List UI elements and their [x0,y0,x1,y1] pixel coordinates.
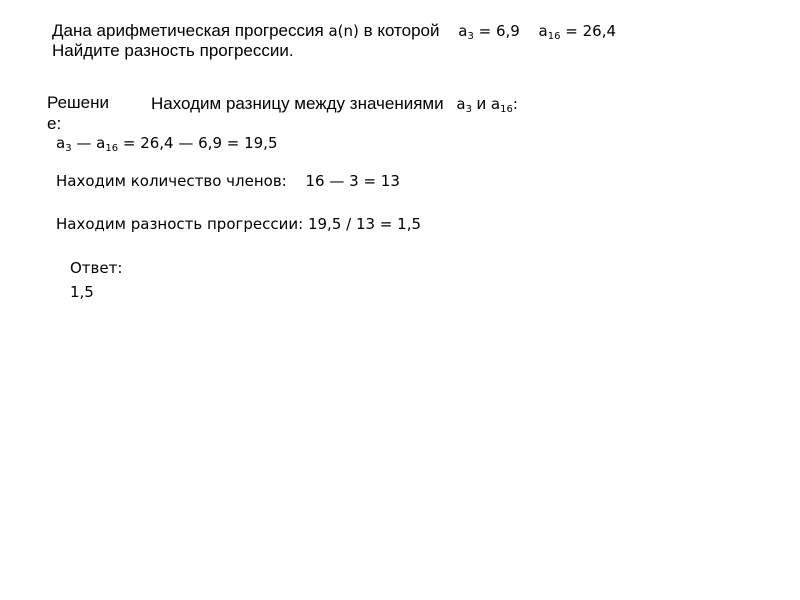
answer-block [70,256,150,304]
step-1-term-2: $a_{16}$: [490,95,518,115]
step-3-text: Находим разность прогрессии: [56,215,304,233]
given-term-a16: $a_{16} = 26,4$ [538,22,617,42]
step-1-conj: и [476,94,487,113]
problem-question: Найдите разность прогрессии. [52,41,294,60]
answer-value: 1,5 [70,283,94,301]
solution-step-1 [151,94,518,114]
step-1-text: Находим разницу между значениями [151,94,444,113]
problem-text-tail: в которой [363,21,440,40]
step-2-calc: 16 — 3 = 13 [305,172,400,190]
answer-label: Ответ: [70,259,123,277]
solution-step-2 [56,171,400,191]
step-3-calc: 19,5 / 13 = 1,5 [307,215,422,233]
problem-line-2 [52,41,294,61]
step-1-terms: $a_3$ [456,95,472,115]
problem-text: Дана арифметическая прогрессия [52,21,324,40]
solution-step-3 [56,214,421,234]
given-term-a3: $a_3 = 6,9$ [458,22,520,42]
sequence-symbol: a(n) [328,22,359,40]
solution-label: Решение: [47,93,110,133]
problem-line-1 [52,21,616,41]
step-2-text: Находим количество членов: [56,172,287,190]
solution-formula-1: $a_3$ — $a_{16} = 26,4$ — 6,9 = 19,5 [56,134,278,154]
